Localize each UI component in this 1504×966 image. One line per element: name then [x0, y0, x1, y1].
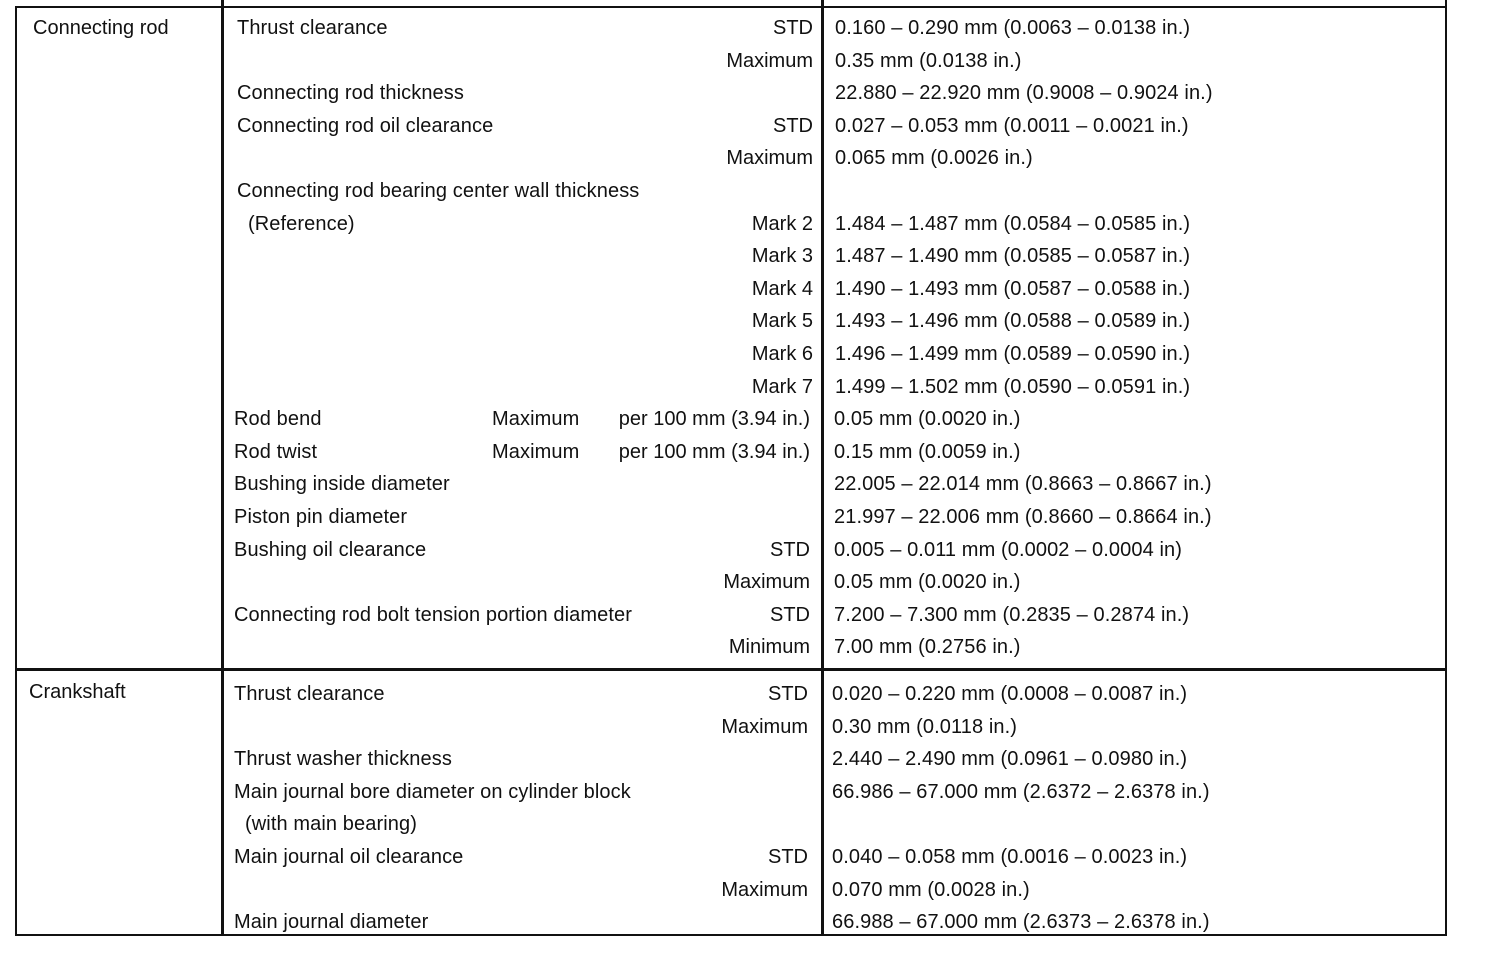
- spec-condition: Mark 6: [751, 343, 813, 365]
- table-border-right: [1445, 0, 1447, 936]
- spec-value: 21.997 – 22.006 mm (0.8660 – 0.8664 in.): [834, 506, 1212, 528]
- spec-value: 1.484 – 1.487 mm (0.0584 – 0.0585 in.): [835, 212, 1191, 235]
- spec-condition: Mark 7: [751, 375, 813, 398]
- spec-value: 0.027 – 0.053 mm (0.0011 – 0.0021 in.): [835, 114, 1189, 137]
- spec-item-label: Thrust clearance: [234, 683, 385, 705]
- spec-condition: STD: [773, 114, 813, 137]
- spec-item-label: Connecting rod thickness: [237, 82, 464, 105]
- spec-item-label: Main journal bore diameter on cylinder block: [234, 780, 631, 803]
- spec-value: 1.487 – 1.490 mm (0.0585 – 0.0587 in.): [835, 245, 1191, 268]
- spec-condition: Maximum: [723, 571, 810, 594]
- spec-condition: Maximum: [721, 715, 808, 738]
- spec-condition: Mark 5: [751, 310, 813, 333]
- spec-value: 66.988 – 67.000 mm (2.6373 – 2.6378 in.): [832, 911, 1210, 934]
- spec-condition: Mark 4: [751, 277, 813, 300]
- spec-value: 0.35 mm (0.0138 in.): [835, 49, 1022, 72]
- spec-value: 1.493 – 1.496 mm (0.0588 – 0.0589 in.): [835, 310, 1191, 333]
- spec-condition: Maximum: [721, 878, 808, 901]
- spec-condition: per 100 mm (3.94 in.): [618, 440, 810, 463]
- spec-item-label: Main journal oil clearance: [234, 846, 464, 868]
- spec-condition: STD: [768, 846, 808, 868]
- spec-condition: Maximum: [726, 147, 813, 170]
- spec-item-label: (with main bearing): [245, 813, 417, 836]
- spec-condition: per 100 mm (3.94 in.): [618, 408, 810, 431]
- spec-item-label: Thrust washer thickness: [234, 748, 452, 771]
- spec-value: 0.040 – 0.058 mm (0.0016 – 0.0023 in.): [832, 846, 1188, 868]
- section-divider: [15, 668, 1447, 671]
- table-border-bottom: [15, 934, 1447, 936]
- spec-qualifier: Maximum: [492, 408, 580, 431]
- spec-value: 0.15 mm (0.0059 in.): [834, 440, 1021, 463]
- spec-condition: STD: [770, 603, 810, 626]
- table-border-left: [15, 6, 17, 936]
- spec-qualifier: Maximum: [492, 440, 580, 463]
- category-label: Crankshaft: [29, 681, 126, 703]
- spec-value: 0.05 mm (0.0020 in.): [834, 408, 1021, 431]
- spec-value: 0.065 mm (0.0026 in.): [835, 147, 1033, 170]
- category-label: Connecting rod: [33, 17, 169, 39]
- spec-item-label: Connecting rod bearing center wall thickness: [237, 180, 640, 202]
- spec-value: 0.30 mm (0.0118 in.): [832, 715, 1018, 738]
- table-border-top: [15, 6, 1447, 8]
- spec-value: 1.490 – 1.493 mm (0.0587 – 0.0588 in.): [835, 277, 1191, 300]
- spec-value: 0.005 – 0.011 mm (0.0002 – 0.0004 in): [834, 538, 1183, 561]
- spec-item-label: Connecting rod bolt tension portion diameter: [234, 603, 632, 626]
- spec-value: 0.160 – 0.290 mm (0.0063 – 0.0138 in.): [835, 17, 1191, 39]
- spec-condition: STD: [768, 683, 808, 705]
- spec-value: 7.00 mm (0.2756 in.): [834, 636, 1021, 659]
- column-divider-1: [221, 0, 224, 936]
- spec-value: 2.440 – 2.490 mm (0.0961 – 0.0980 in.): [832, 748, 1188, 771]
- spec-value: 1.499 – 1.502 mm (0.0590 – 0.0591 in.): [835, 375, 1191, 398]
- spec-condition: STD: [770, 538, 810, 561]
- spec-value: 22.005 – 22.014 mm (0.8663 – 0.8667 in.): [834, 473, 1212, 496]
- spec-condition: Minimum: [728, 636, 810, 659]
- spec-item-label: Rod twist: [234, 440, 318, 463]
- spec-value: 22.880 – 22.920 mm (0.9008 – 0.9024 in.): [835, 82, 1213, 105]
- spec-condition: Maximum: [726, 49, 813, 72]
- spec-value: 0.020 – 0.220 mm (0.0008 – 0.0087 in.): [832, 683, 1188, 705]
- spec-item-label: Connecting rod oil clearance: [237, 114, 494, 137]
- spec-value: 1.496 – 1.499 mm (0.0589 – 0.0590 in.): [835, 343, 1191, 365]
- spec-item-label: Main journal diameter: [234, 911, 429, 934]
- spec-value: 0.070 mm (0.0028 in.): [832, 878, 1030, 901]
- spec-condition: Mark 2: [751, 212, 813, 235]
- spec-item-label: Piston pin diameter: [234, 506, 408, 528]
- spec-table: [15, 0, 1447, 936]
- spec-item-label: (Reference): [248, 212, 355, 235]
- spec-item-label: Thrust clearance: [237, 17, 388, 39]
- spec-item-label: Bushing inside diameter: [234, 473, 450, 496]
- spec-item-label: Rod bend: [234, 408, 322, 431]
- spec-condition: Mark 3: [751, 245, 813, 268]
- spec-value: 7.200 – 7.300 mm (0.2835 – 0.2874 in.): [834, 603, 1190, 626]
- column-divider-2: [821, 0, 824, 936]
- spec-item-label: Bushing oil clearance: [234, 538, 427, 561]
- spec-value: 0.05 mm (0.0020 in.): [834, 571, 1021, 594]
- spec-value: 66.986 – 67.000 mm (2.6372 – 2.6378 in.): [832, 780, 1210, 803]
- spec-condition: STD: [773, 17, 813, 39]
